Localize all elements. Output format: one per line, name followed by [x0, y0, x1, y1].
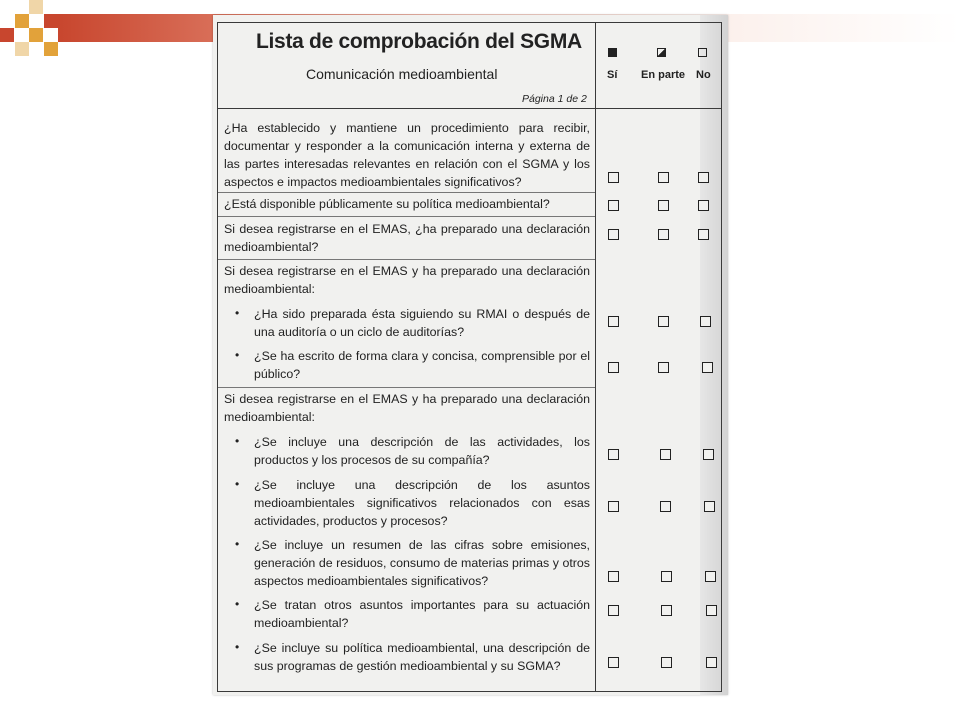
question-row-4: ¿Ha sido preparada ésta siguiendo su RMAI o después de una auditoría o un ciclo de auditorías? [254, 307, 590, 339]
checkbox-yes-row-1[interactable] [608, 172, 619, 183]
bullet-icon: • [235, 537, 240, 551]
question-row-1: ¿Ha establecido y mantiene un procedimiento para recibir, documentar y responder a la comunicación interna y externa de las partes interesadas relevantes en relación con el SGMA y los aspectos e impactos medioambientales significativos? [224, 121, 590, 189]
section-intro-1: Si desea registrarse en el EMAS y ha preparado una declaración medioambiental: [224, 264, 590, 296]
deco-square [29, 28, 43, 42]
checkbox-no-row-4[interactable] [700, 316, 711, 327]
checkbox-partial-row-5[interactable] [658, 362, 669, 373]
checkbox-no-row-9[interactable] [706, 605, 717, 616]
filled-square-icon [608, 48, 617, 57]
row-separator [218, 387, 595, 388]
checkbox-partial-row-9[interactable] [661, 605, 672, 616]
deco-square [15, 14, 29, 28]
question-row-9: ¿Se tratan otros asuntos importantes para su actuación medioambiental? [254, 598, 590, 630]
section-intro-2: Si desea registrarse en el EMAS y ha preparado una declaración medioambiental: [224, 392, 590, 424]
checkbox-yes-row-4[interactable] [608, 316, 619, 327]
checkbox-partial-row-4[interactable] [658, 316, 669, 327]
checkbox-yes-row-7[interactable] [608, 501, 619, 512]
question-row-10: ¿Se incluye su política medioambiental, una descripción de sus programas de gestión medioambiental y su SGMA? [254, 641, 590, 673]
checkbox-yes-row-8[interactable] [608, 571, 619, 582]
bullet-icon: • [235, 640, 240, 654]
checkbox-no-row-5[interactable] [702, 362, 713, 373]
checkbox-yes-row-9[interactable] [608, 605, 619, 616]
bullet-icon: • [235, 434, 240, 448]
checkbox-partial-row-1[interactable] [658, 172, 669, 183]
checkbox-partial-row-8[interactable] [661, 571, 672, 582]
checkbox-partial-row-2[interactable] [658, 200, 669, 211]
question-row-3: Si desea registrarse en el EMAS, ¿ha preparado una declaración medioambiental? [224, 222, 590, 254]
page-number: Página 1 de 2 [522, 93, 587, 105]
question-row-2: ¿Está disponible públicamente su política medioambiental? [224, 197, 550, 211]
question-row-6: ¿Se incluye una descripción de las actividades, los productos y los procesos de su compañía? [254, 435, 590, 467]
page-subtitle: Comunicación medioambiental [306, 66, 498, 82]
bullet-icon: • [235, 348, 240, 362]
checkbox-no-row-10[interactable] [706, 657, 717, 668]
bullet-icon: • [235, 597, 240, 611]
row-separator [218, 259, 595, 260]
checkbox-yes-row-10[interactable] [608, 657, 619, 668]
row-separator [218, 216, 595, 217]
legend-partial: En parte [641, 69, 686, 81]
checkbox-partial-row-3[interactable] [658, 229, 669, 240]
checkbox-no-row-7[interactable] [704, 501, 715, 512]
checkbox-no-row-1[interactable] [698, 172, 709, 183]
checkbox-partial-row-6[interactable] [660, 449, 671, 460]
bullet-icon: • [235, 477, 240, 491]
legend-yes: Sí [607, 69, 618, 81]
deco-square [15, 42, 29, 56]
checkbox-no-row-3[interactable] [698, 229, 709, 240]
legend-no: No [696, 69, 711, 81]
bullet-icon: • [235, 306, 240, 320]
checkbox-yes-row-5[interactable] [608, 362, 619, 373]
row-separator [218, 192, 595, 193]
column-divider [595, 22, 596, 692]
checkbox-partial-row-7[interactable] [660, 501, 671, 512]
checkbox-yes-row-6[interactable] [608, 449, 619, 460]
deco-square [44, 42, 58, 56]
checkbox-no-row-6[interactable] [703, 449, 714, 460]
checkbox-no-row-8[interactable] [705, 571, 716, 582]
question-row-5: ¿Se ha escrito de forma clara y concisa, comprensible por el público? [254, 349, 590, 381]
checkbox-partial-row-10[interactable] [661, 657, 672, 668]
empty-square-icon [698, 48, 707, 57]
checkbox-yes-row-2[interactable] [608, 200, 619, 211]
deco-square [29, 0, 43, 14]
question-row-7: ¿Se incluye una descripción de los asuntos medioambientales significativos relacionados con esas actividades, productos y procesos? [254, 478, 590, 528]
header-divider [217, 108, 722, 109]
checkbox-no-row-2[interactable] [698, 200, 709, 211]
page-title: Lista de comprobación del SGMA [256, 30, 582, 53]
question-row-8: ¿Se incluye un resumen de las cifras sobre emisiones, generación de residuos, consumo de materias primas y otros aspectos medioambientales significativos? [254, 538, 590, 588]
half-filled-square-icon [657, 48, 666, 57]
checkbox-yes-row-3[interactable] [608, 229, 619, 240]
deco-square [44, 14, 58, 28]
deco-square [0, 28, 14, 42]
